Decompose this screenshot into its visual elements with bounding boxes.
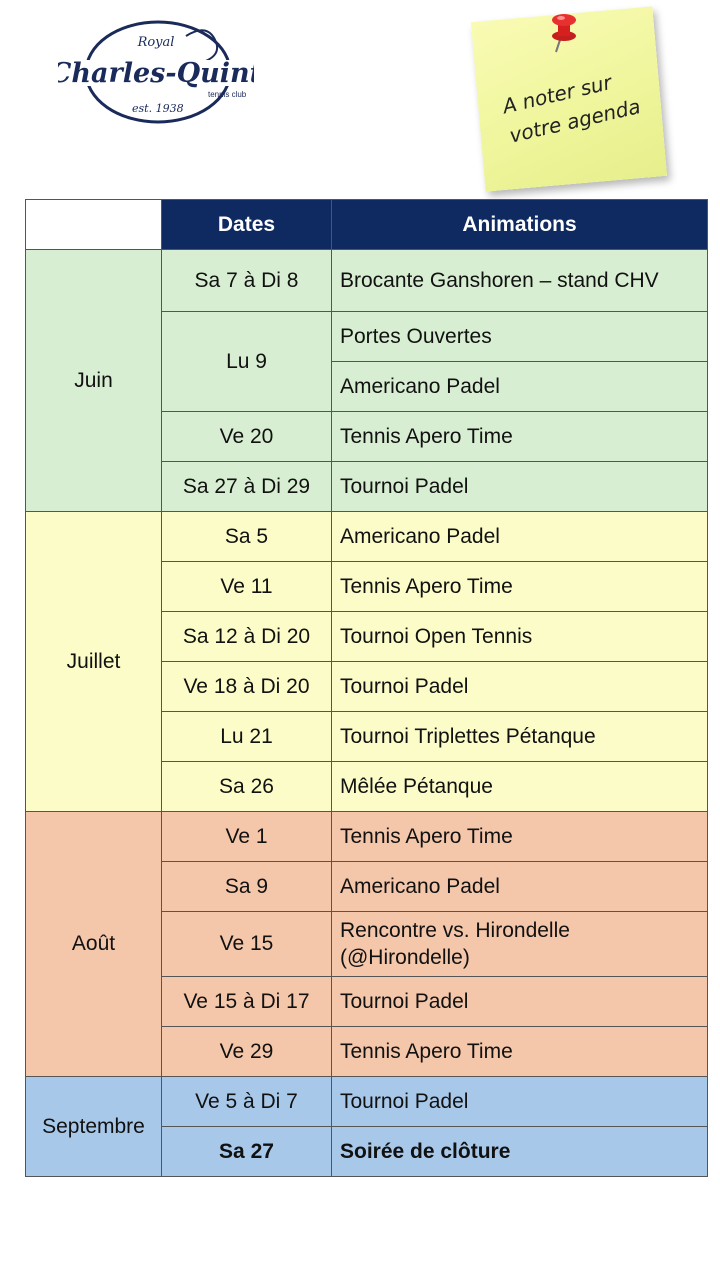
table-row [26, 512, 708, 562]
sticky-note-text: A noter sur votre agenda [500, 70, 643, 148]
date-cell: Lu 9 [162, 312, 332, 412]
agenda-table [25, 199, 708, 1177]
animation-cell: Mêlée Pétanque [332, 762, 708, 812]
animation-cell: Tennis Apero Time [332, 812, 708, 862]
logo-name: Charles-Quint [58, 58, 254, 89]
header-blank-cell [26, 200, 162, 250]
header-animations: Animations [332, 200, 708, 250]
logo-est: est. 1938 [132, 102, 184, 115]
animation-cell: Tournoi Padel [332, 1077, 708, 1127]
table-row [26, 250, 708, 312]
animation-cell: Brocante Ganshoren – stand CHV [332, 250, 708, 312]
animation-cell: Portes Ouvertes [332, 312, 708, 362]
animation-cell: Tournoi Padel [332, 462, 708, 512]
month-septembre: Septembre [26, 1077, 162, 1177]
date-cell: Sa 27 à Di 29 [162, 462, 332, 512]
date-cell: Ve 20 [162, 412, 332, 462]
month-aout: Août [26, 812, 162, 1077]
table-row [26, 1077, 708, 1127]
animation-cell: Soirée de clôture [332, 1127, 708, 1177]
date-cell: Sa 27 [162, 1127, 332, 1177]
date-cell: Sa 9 [162, 862, 332, 912]
header-dates: Dates [162, 200, 332, 250]
month-juin: Juin [26, 250, 162, 512]
date-cell: Sa 5 [162, 512, 332, 562]
animation-cell: Tennis Apero Time [332, 412, 708, 462]
club-logo [58, 16, 254, 128]
date-cell: Ve 5 à Di 7 [162, 1077, 332, 1127]
date-cell: Ve 15 [162, 912, 332, 977]
month-juillet: Juillet [26, 512, 162, 812]
table-row [26, 812, 708, 862]
logo-royal: Royal [137, 35, 175, 50]
date-cell: Sa 12 à Di 20 [162, 612, 332, 662]
animation-cell: Tournoi Open Tennis [332, 612, 708, 662]
date-cell: Ve 29 [162, 1027, 332, 1077]
date-cell: Sa 7 à Di 8 [162, 250, 332, 312]
pushpin-icon [538, 6, 588, 56]
animation-cell: Tennis Apero Time [332, 1027, 708, 1077]
date-cell: Ve 1 [162, 812, 332, 862]
animation-cell: Americano Padel [332, 862, 708, 912]
animation-cell: Rencontre vs. Hirondelle (@Hirondelle) [332, 912, 708, 977]
animation-cell: Tournoi Padel [332, 977, 708, 1027]
animation-cell: Americano Padel [332, 362, 708, 412]
animation-cell: Americano Padel [332, 512, 708, 562]
logo-sub: tennis club [208, 90, 247, 99]
date-cell: Ve 11 [162, 562, 332, 612]
date-cell: Sa 26 [162, 762, 332, 812]
animation-cell: Tournoi Triplettes Pétanque [332, 712, 708, 762]
animation-cell: Tournoi Padel [332, 662, 708, 712]
animation-cell: Tennis Apero Time [332, 562, 708, 612]
date-cell: Lu 21 [162, 712, 332, 762]
tennis-player-logo-icon [58, 16, 254, 128]
date-cell: Ve 15 à Di 17 [162, 977, 332, 1027]
date-cell: Ve 18 à Di 20 [162, 662, 332, 712]
